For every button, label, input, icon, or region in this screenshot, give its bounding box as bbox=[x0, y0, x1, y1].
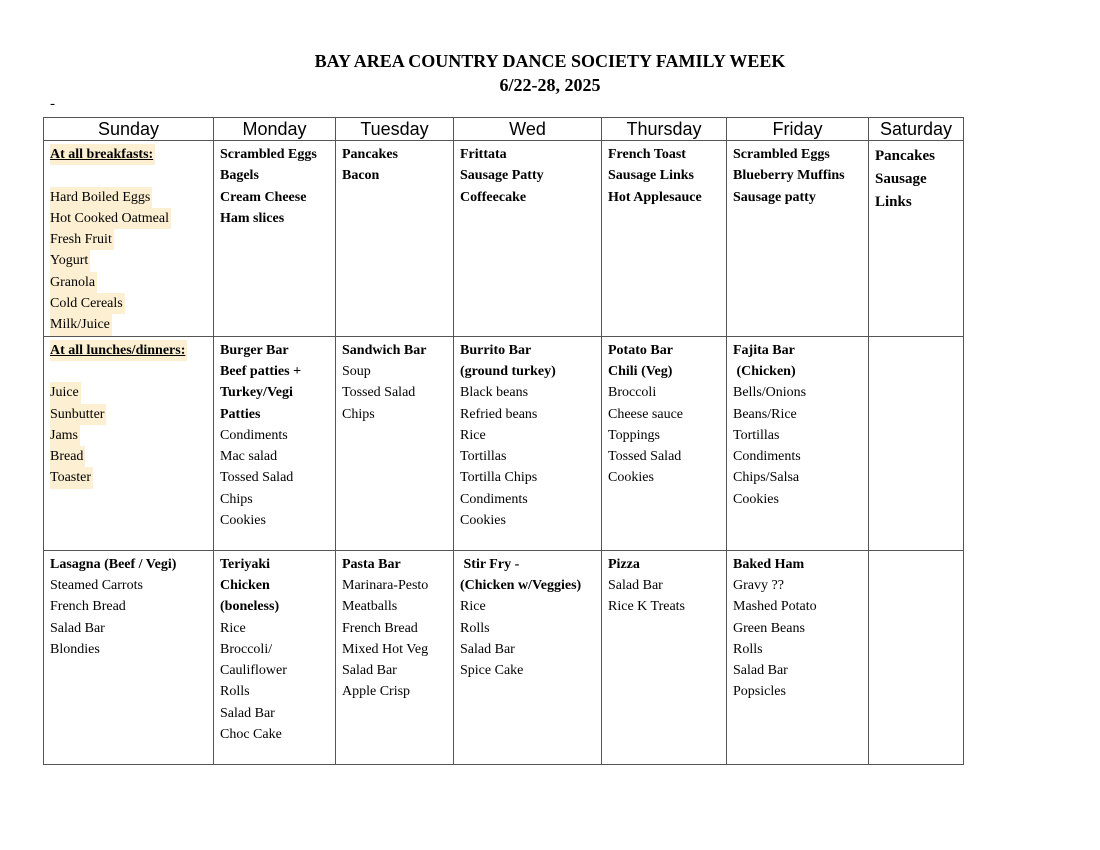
list-item: Yogurt bbox=[50, 250, 90, 271]
breakfast-heading: At all breakfasts: bbox=[50, 144, 155, 165]
list-item: Meatballs bbox=[342, 599, 398, 615]
list-item: Rolls bbox=[220, 684, 250, 700]
list-item: Chili (Veg) bbox=[608, 363, 673, 379]
list-item: Apple Crisp bbox=[342, 684, 411, 700]
day-header-sunday: Sunday bbox=[44, 118, 214, 141]
list-item: Fresh Fruit bbox=[50, 229, 114, 250]
list-item: Chips bbox=[342, 406, 375, 422]
dinner-cell-sunday bbox=[44, 550, 214, 764]
dinner-row bbox=[44, 550, 964, 764]
day-header-friday: Friday bbox=[727, 118, 869, 141]
list-item: Cookies bbox=[733, 491, 779, 507]
breakfast-cell-thursday bbox=[602, 141, 727, 337]
breakfast-cell-tuesday bbox=[336, 141, 454, 337]
dash-mark: - bbox=[50, 96, 55, 112]
list-item: Rice bbox=[460, 427, 486, 443]
list-item: Choc Cake bbox=[220, 727, 282, 743]
list-item: Burger Bar bbox=[220, 342, 289, 358]
list-item: Hot Cooked Oatmeal bbox=[50, 208, 171, 229]
lunch-cell-friday bbox=[727, 336, 869, 550]
list-item: Pasta Bar bbox=[342, 556, 401, 572]
list-item: Tossed Salad bbox=[608, 449, 682, 465]
list-item: Mashed Potato bbox=[733, 599, 817, 615]
list-item: Tortillas bbox=[460, 449, 507, 465]
list-item: Green Beans bbox=[733, 620, 805, 636]
list-item: Teriyaki bbox=[220, 556, 271, 572]
lunch-cell-thursday bbox=[602, 336, 727, 550]
list-item: Popsicles bbox=[733, 684, 786, 700]
breakfast-cell-friday bbox=[727, 141, 869, 337]
list-item: Condiments bbox=[220, 427, 288, 443]
list-item: Stir Fry - bbox=[460, 556, 520, 572]
list-item: Burrito Bar bbox=[460, 342, 532, 358]
list-item: Hot Applesauce bbox=[608, 189, 702, 205]
list-item: Beef patties + bbox=[220, 363, 302, 379]
list-item: Cream Cheese bbox=[220, 189, 307, 205]
list-item: Frittata bbox=[460, 147, 507, 162]
list-item: Bread bbox=[50, 446, 85, 467]
list-item: Cold Cereals bbox=[50, 293, 125, 314]
list-item: Sandwich Bar bbox=[342, 342, 427, 358]
list-item: Scrambled Eggs bbox=[733, 147, 830, 162]
list-item: Beans/Rice bbox=[733, 406, 797, 422]
list-item: (Chicken) bbox=[733, 363, 796, 379]
list-item: Pancakes bbox=[875, 148, 935, 164]
day-header-wed: Wed bbox=[454, 118, 602, 141]
list-item: Juice bbox=[50, 382, 81, 403]
list-item: Sausage Links bbox=[608, 168, 694, 184]
list-item: Broccoli/ bbox=[220, 641, 273, 657]
list-item: Turkey/Vegi bbox=[220, 385, 293, 401]
list-item: Scrambled Eggs bbox=[220, 147, 317, 162]
list-item: Milk/Juice bbox=[50, 314, 112, 335]
list-item: Refried beans bbox=[460, 406, 538, 422]
list-item: Cookies bbox=[460, 513, 506, 529]
page-title: BAY AREA COUNTRY DANCE SOCIETY FAMILY WEEK bbox=[314, 51, 786, 71]
list-item: Pancakes bbox=[342, 147, 398, 162]
list-item: French Toast bbox=[608, 147, 686, 162]
lunch-cell-tuesday bbox=[336, 336, 454, 550]
dinner-cell-friday bbox=[727, 550, 869, 764]
list-item: Black beans bbox=[460, 385, 529, 401]
lunch-cell-sunday bbox=[44, 336, 214, 550]
list-item: Granola bbox=[50, 272, 97, 293]
list-item: Soup bbox=[342, 363, 371, 379]
list-item: Bagels bbox=[220, 168, 259, 184]
list-item: Marinara-Pesto bbox=[342, 577, 429, 593]
lunch-row bbox=[44, 336, 964, 550]
list-item: Blueberry Muffins bbox=[733, 168, 845, 184]
list-item: Patties bbox=[220, 406, 261, 422]
breakfast-cell-wed bbox=[454, 141, 602, 337]
lunch-cell-monday bbox=[214, 336, 336, 550]
list-item: Sunbutter bbox=[50, 404, 106, 425]
list-item: Rice bbox=[220, 620, 246, 636]
list-item: Cauliflower bbox=[220, 663, 287, 679]
list-item: (ground turkey) bbox=[460, 363, 556, 379]
lunch-cell-saturday bbox=[869, 336, 964, 550]
list-item: Salad Bar bbox=[460, 641, 515, 657]
breakfast-cell-monday bbox=[214, 141, 336, 337]
list-item: Tortilla Chips bbox=[460, 470, 538, 486]
list-item: Salad Bar bbox=[342, 663, 397, 679]
list-item: Coffeecake bbox=[460, 189, 527, 205]
list-item: Tortillas bbox=[733, 427, 780, 443]
dinner-cell-wed bbox=[454, 550, 602, 764]
list-item: Fajita Bar bbox=[733, 342, 795, 358]
list-item: Salad Bar bbox=[220, 705, 275, 721]
menu-table bbox=[43, 117, 964, 765]
day-header-thursday: Thursday bbox=[602, 118, 727, 141]
dinner-cell-thursday bbox=[602, 550, 727, 764]
list-item: Tossed Salad bbox=[220, 470, 294, 486]
list-item: Baked Ham bbox=[733, 556, 805, 572]
list-item: Mac salad bbox=[220, 449, 278, 465]
dinner-cell-saturday bbox=[869, 550, 964, 764]
list-item: Toppings bbox=[608, 427, 660, 443]
lunch-cell-wed bbox=[454, 336, 602, 550]
list-item: (boneless) bbox=[220, 599, 280, 615]
lunch-heading: At all lunches/dinners: bbox=[50, 340, 187, 361]
list-item: Condiments bbox=[733, 449, 801, 465]
list-item: Spice Cake bbox=[460, 663, 524, 679]
breakfast-row bbox=[44, 141, 964, 337]
list-item: Cheese sauce bbox=[608, 406, 684, 422]
list-item: Rolls bbox=[733, 641, 763, 657]
list-item: Rice K Treats bbox=[608, 599, 685, 615]
list-item: Chicken bbox=[220, 577, 270, 593]
list-item: Ham slices bbox=[220, 210, 285, 226]
list-item: Rice bbox=[460, 599, 486, 615]
list-item: Blondies bbox=[50, 641, 100, 657]
list-item: (Chicken w/Veggies) bbox=[460, 577, 582, 593]
list-item: Salad Bar bbox=[50, 620, 105, 636]
list-item: French Bread bbox=[342, 620, 418, 636]
list-item: Cookies bbox=[608, 470, 654, 486]
list-item: Gravy ?? bbox=[733, 577, 784, 593]
list-item: Links bbox=[875, 194, 912, 210]
list-item: Bells/Onions bbox=[733, 385, 807, 401]
list-item: Sausage bbox=[875, 171, 927, 187]
list-item: Sausage Patty bbox=[460, 168, 544, 184]
day-header-tuesday: Tuesday bbox=[336, 118, 454, 141]
list-item: Mixed Hot Veg bbox=[342, 641, 429, 657]
list-item: Pizza bbox=[608, 556, 640, 572]
list-item: Tossed Salad bbox=[342, 385, 416, 401]
list-item: Salad Bar bbox=[608, 577, 663, 593]
list-item: Jams bbox=[50, 425, 80, 446]
breakfast-cell-saturday bbox=[869, 141, 964, 337]
page-subtitle-dates: 6/22-28, 2025 bbox=[499, 75, 601, 95]
list-item: Sausage patty bbox=[733, 189, 816, 205]
list-item: Broccoli bbox=[608, 385, 657, 401]
list-item: Condiments bbox=[460, 491, 528, 507]
list-item: Chips/Salsa bbox=[733, 470, 800, 486]
dinner-cell-monday bbox=[214, 550, 336, 764]
day-header-saturday: Saturday bbox=[869, 118, 964, 141]
day-header-monday: Monday bbox=[214, 118, 336, 141]
list-item: Potato Bar bbox=[608, 342, 673, 358]
list-item: Cookies bbox=[220, 513, 266, 529]
dinner-cell-tuesday bbox=[336, 550, 454, 764]
list-item: Bacon bbox=[342, 168, 380, 184]
list-item: Toaster bbox=[50, 467, 93, 488]
list-item: French Bread bbox=[50, 599, 126, 615]
list-item: Lasagna (Beef / Vegi) bbox=[50, 556, 177, 572]
day-header-row bbox=[44, 118, 964, 141]
list-item: Chips bbox=[220, 491, 253, 507]
breakfast-cell-sunday bbox=[44, 141, 214, 337]
list-item: Hard Boiled Eggs bbox=[50, 187, 152, 208]
list-item: Rolls bbox=[460, 620, 490, 636]
list-item: Steamed Carrots bbox=[50, 577, 143, 593]
list-item: Salad Bar bbox=[733, 663, 788, 679]
